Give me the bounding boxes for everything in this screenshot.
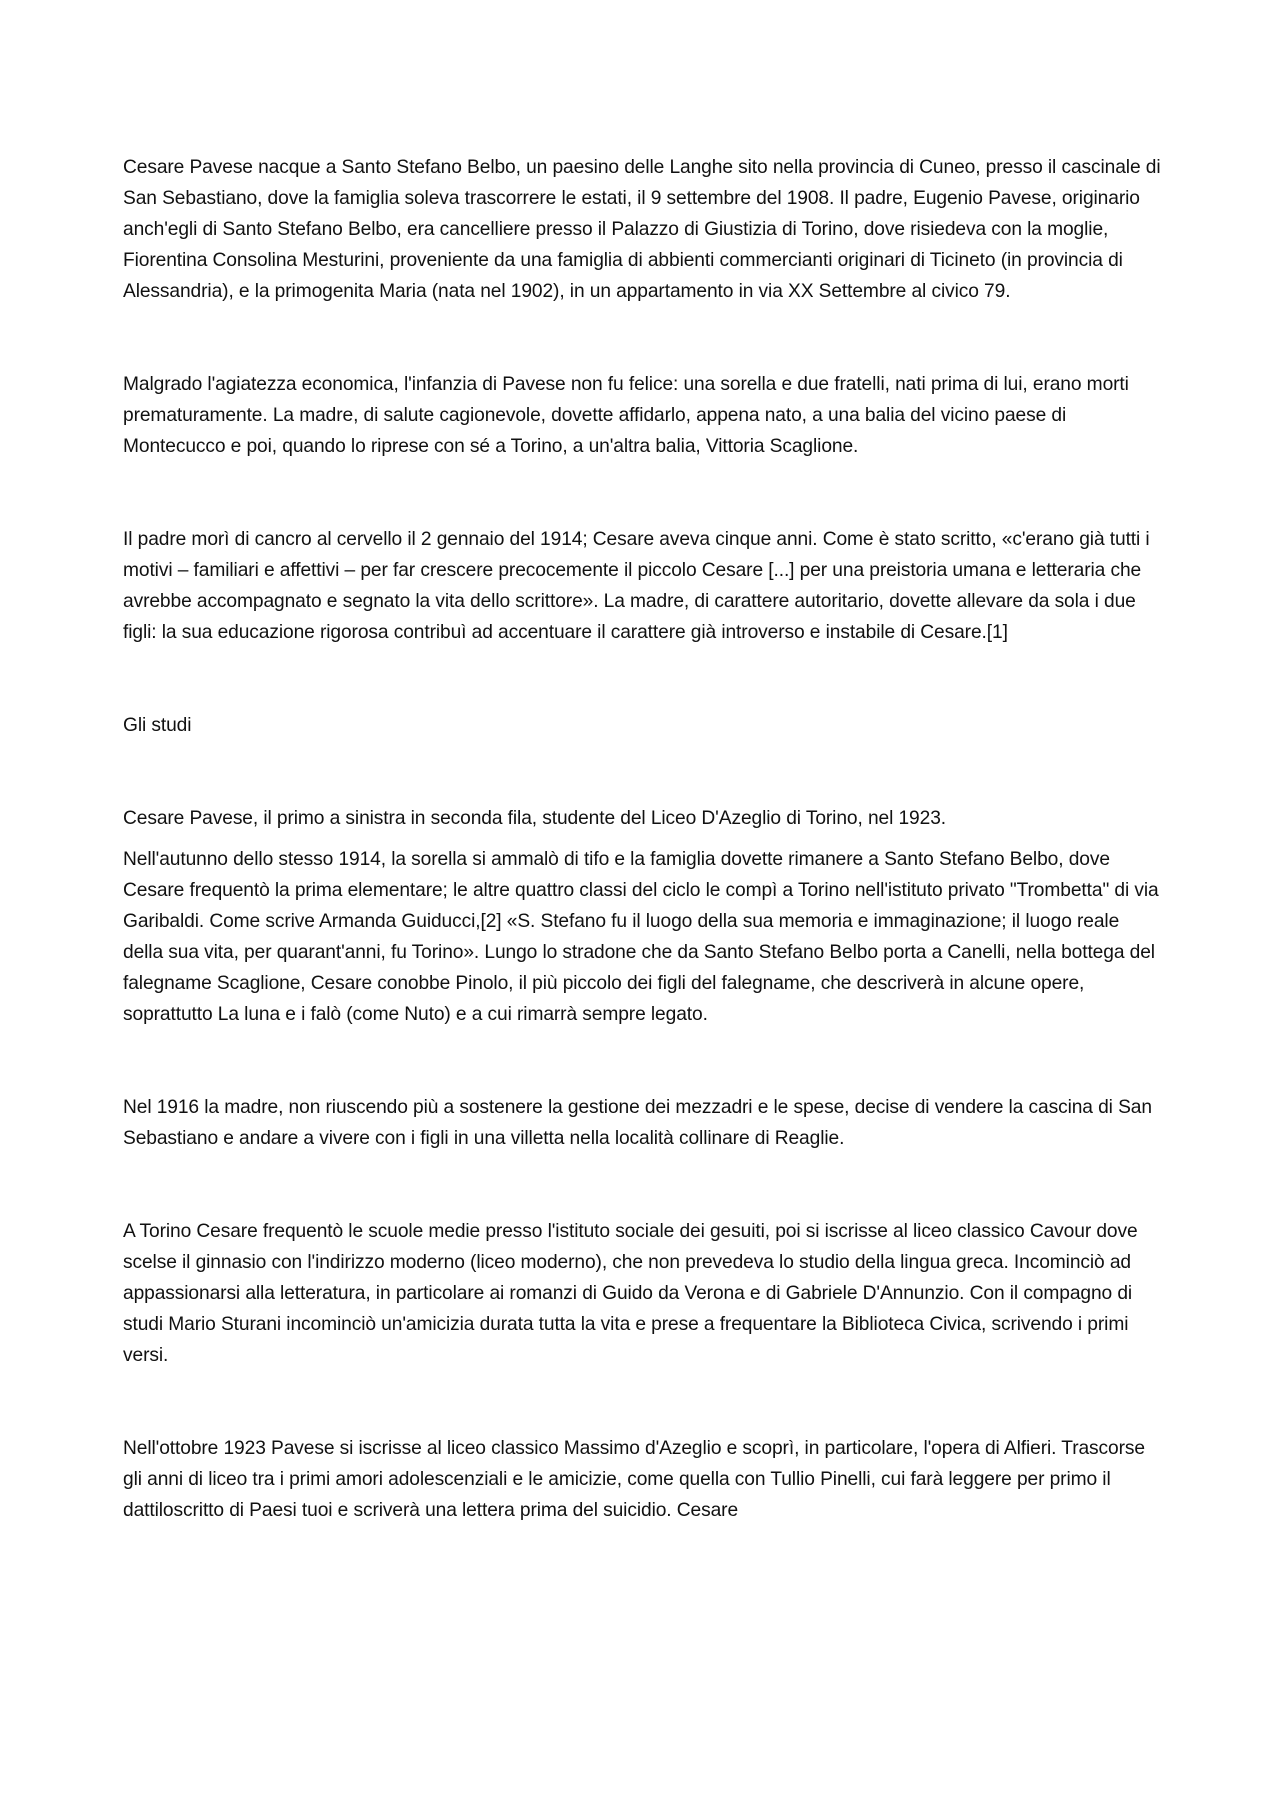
photo-caption: Cesare Pavese, il primo a sinistra in seconda fila, studente del Liceo D'Azeglio di Torino, nel 1923. [123, 808, 947, 829]
section-heading-studies: Gli studi [123, 715, 192, 736]
paragraph-reaglie: Nel 1916 la madre, non riuscendo più a sostenere la gestione dei mezzadri e le spese, decise di vendere la cascina di San Sebastiano e andare a vivere con i figli in una villetta nella località collinare di Reaglie. [123, 1097, 1152, 1149]
document-body [123, 152, 1163, 1526]
paragraph-liceo-azeglio: Nell'ottobre 1923 Pavese si iscrisse al liceo classico Massimo d'Azeglio e scoprì, in particolare, l'opera di Alfieri. Trascorse gli anni di liceo tra i primi amori adolescenziali e le amicizie, come quella con Tullio Pinelli, cui farà leggere per primo il dattiloscritto di Paesi tuoi e scriverà una lettera prima del suicidio. Cesare [123, 1438, 1145, 1521]
paragraph-father-death: Il padre morì di cancro al cervello il 2 gennaio del 1914; Cesare aveva cinque anni. Come è stato scritto, «c'erano già tutti i motivi – familiari e affettivi – per far crescere precocemente il piccolo Cesare [...] per una preistoria umana e letteraria che avrebbe accompagnato e segnato la vita dello scrittore». La madre, di carattere autoritario, dovette allevare da sola i due figli: la sua educazione rigorosa contribuì ad accentuare il carattere già introverso e instabile di Cesare.[1] [123, 529, 1150, 643]
paragraph-birth: Cesare Pavese nacque a Santo Stefano Belbo, un paesino delle Langhe sito nella provincia di Cuneo, presso il cascinale di San Sebastiano, dove la famiglia soleva trascorrere le estati, il 9 settembre del 1908. Il padre, Eugenio Pavese, originario anch'egli di Santo Stefano Belbo, era cancelliere presso il Palazzo di Giustizia di Torino, dove risiedeva con la moglie, Fiorentina Consolina Mesturini, proveniente da una famiglia di abbienti commercianti originari di Ticineto (in provincia di Alessandria), e la primogenita Maria (nata nel 1902), in un appartamento in via XX Settembre al civico 79. [123, 157, 1161, 302]
paragraph-elementary: Nell'autunno dello stesso 1914, la sorella si ammalò di tifo e la famiglia dovette rimanere a Santo Stefano Belbo, dove Cesare frequentò la prima elementare; le altre quattro classi del ciclo le compì a Torino nell'istituto privato "Trombetta" di via Garibaldi. Come scrive Armanda Guiducci,[2] «S. Stefano fu il luogo della sua memoria e immaginazione; il luogo reale della sua vita, per quarant'anni, fu Torino». Lungo lo stradone che da Santo Stefano Belbo porta a Canelli, nella bottega del falegname Scaglione, Cesare conobbe Pinolo, il più piccolo dei figli del falegname, che descriverà in alcune opere, soprattutto La luna e i falò (come Nuto) e a cui rimarrà sempre legato. [123, 849, 1159, 1025]
paragraph-turin-schools: A Torino Cesare frequentò le scuole medie presso l'istituto sociale dei gesuiti, poi si iscrisse al liceo classico Cavour dove scelse il ginnasio con l'indirizzo moderno (liceo moderno), che non prevedeva lo studio della lingua greca. Incominciò ad appassionarsi alla letteratura, in particolare ai romanzi di Guido da Verona e di Gabriele D'Annunzio. Con il compagno di studi Mario Sturani incominciò un'amicizia durata tutta la vita e prese a frequentare la Biblioteca Civica, scrivendo i primi versi. [123, 1221, 1138, 1366]
paragraph-childhood: Malgrado l'agiatezza economica, l'infanzia di Pavese non fu felice: una sorella e due fratelli, nati prima di lui, erano morti prematuramente. La madre, di salute cagionevole, dovette affidarlo, appena nato, a una balia del vicino paese di Montecucco e poi, quando lo riprese con sé a Torino, a un'altra balia, Vittoria Scaglione. [123, 374, 1129, 457]
